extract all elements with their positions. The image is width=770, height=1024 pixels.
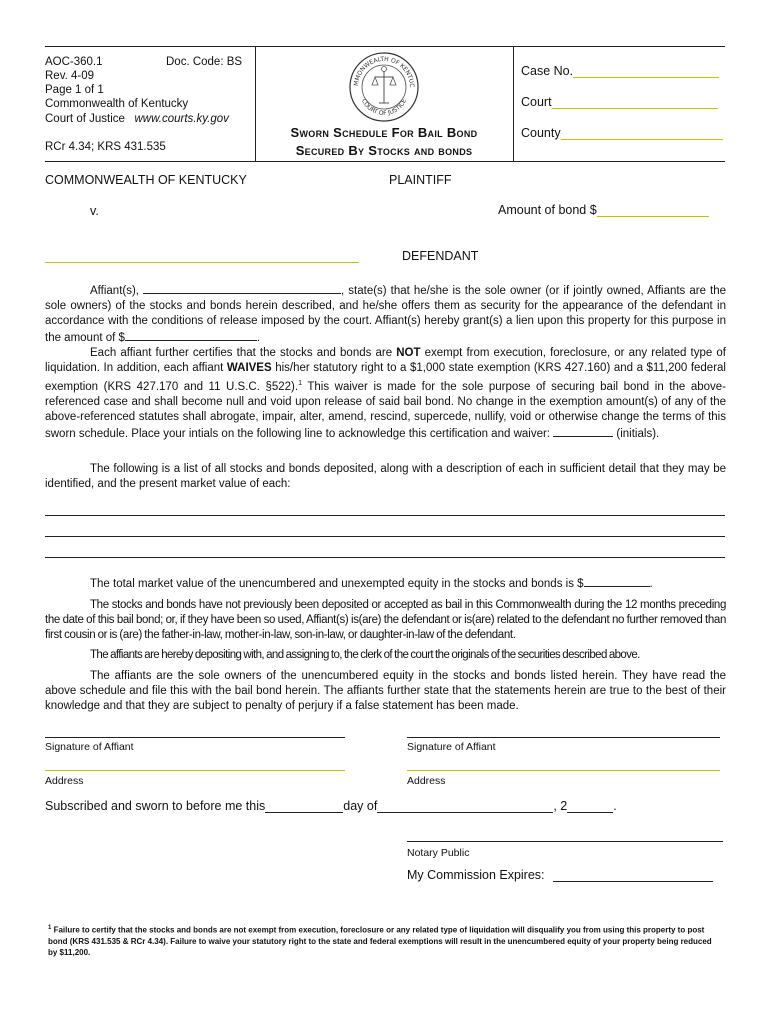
form-id: AOC-360.1 (45, 56, 103, 68)
commission-expires-field[interactable] (553, 870, 713, 882)
signature-line-left[interactable] (45, 737, 345, 738)
case-no-row (521, 64, 719, 78)
org-name: Commonwealth of Kentucky (45, 98, 189, 110)
svg-text:COURT OF JUSTICE: COURT OF JUSTICE (359, 97, 409, 118)
court-seal (348, 51, 420, 123)
lien-amount-field[interactable] (125, 329, 257, 341)
footnote-ref: 1 (298, 380, 302, 387)
header-top-rule (45, 46, 725, 47)
address-label-left: Address (45, 775, 84, 787)
address-line-left[interactable] (45, 770, 345, 771)
page-count: Page 1 of 1 (45, 84, 104, 96)
stock-list-line-3[interactable] (45, 557, 725, 558)
revision: Rev. 4-09 (45, 70, 95, 82)
court-label: Court (521, 95, 552, 109)
paragraph-depositing: The affiants are hereby depositing with, and assigning to, the clerk of the court the originals of the securities described above. (90, 649, 640, 661)
header-bottom-rule (45, 161, 725, 162)
rules-reference: RCr 4.34; KRS 431.535 (45, 141, 166, 153)
footnote (48, 923, 718, 958)
waives-emphasis: WAIVES (226, 362, 272, 374)
court-of-justice-line (45, 112, 229, 126)
doc-code: Doc. Code: BS (166, 56, 243, 68)
form-title-line1: Sworn Schedule For Bail Bond (290, 125, 478, 140)
court-field[interactable] (552, 97, 718, 109)
county-label: County (521, 126, 561, 140)
footnote-text: Failure to certify that the stocks and bonds are not exempt from execution, foreclosure or any related type of liquidation will disqualify you from using this property to post bond (KRS 431.535 & RCr 4.34). Failure to waive your statutory right to the state and federal exemptions will result in the unencumbered equity of your property being reduced by $11,200. (48, 925, 712, 957)
sworn-day-field[interactable] (265, 801, 343, 813)
sworn-year-field[interactable] (567, 801, 613, 813)
stock-list-line-2[interactable] (45, 536, 725, 537)
affiant-names-field[interactable] (143, 282, 341, 294)
website-link[interactable]: www.courts.ky.gov (134, 113, 229, 125)
paragraph-stock-list-intro: The following is a list of all stocks and bonds deposited, along with a description of each in sufficient detail that they may be identified, and the present market value of each: (45, 463, 726, 490)
county-row (521, 126, 723, 140)
sworn-row: Subscribed and sworn to before me this day of , 2 . (45, 799, 617, 813)
commission-label: My Commission Expires: (407, 868, 545, 882)
footnote-mark: 1 (48, 925, 52, 931)
signature-line-right[interactable] (407, 737, 720, 738)
sworn-month-field[interactable] (377, 801, 553, 813)
commission-row (407, 868, 713, 882)
initials-field[interactable] (553, 425, 613, 437)
header-divider-left (255, 46, 256, 161)
amount-of-bond-label: Amount of bond $ (498, 203, 597, 217)
court-of-justice: Court of Justice (45, 113, 125, 125)
signature-label-left: Signature of Affiant (45, 741, 134, 753)
case-no-field[interactable] (573, 66, 719, 78)
signature-label-right: Signature of Affiant (407, 741, 496, 753)
court-row (521, 95, 718, 109)
paragraph-exemption-waiver: Each affiant further certifies that the stocks and bonds are NOT exempt from execution, foreclosure, or any related type of liquidation. In addition, each affiant WAIVES his/her statutory right to a $1,000 state exemption (KRS 427.160) and a $11,200 federal exemption (KRS 427.170 and 11 U.S.C. §522).$^1$ This waiver is made for the sole purpose of securing bail bond in the above-referenced case and shall become null and void upon release of said bail bond. No change in the exemption amount(s) of any of the above-referenced statutes shall abrogate, impair, alter, amend, rescind, supercede, nullify, void or otherwise change the terms of this sworn schedule. Place your intials on the following line to acknowledge this certification and waiver: (initials). (45, 347, 726, 440)
address-label-right: Address (407, 775, 446, 787)
notary-label: Notary Public (407, 847, 470, 859)
caption-plaintiff: PLAINTIFF (389, 173, 452, 187)
amount-of-bond-field[interactable] (597, 205, 709, 217)
form-title-line2: Secured By Stocks and bonds (295, 143, 473, 158)
case-no-label: Case No. (521, 64, 574, 78)
paragraph-affiant-ownership: Affiant(s), , state(s) that he/she is the sole owner (or if jointly owned, Affiants are the sole owners) of the stocks and bonds herein described, and he/she offers them as security for the appearance of the defendant in accordance with the conditions of release imposed by the court. Affiant(s) hereby grant(s) a lien upon this property for this purpose in the amount of $ . (45, 282, 726, 346)
caption-versus: v. (90, 204, 99, 218)
amount-of-bond-row (498, 203, 709, 217)
notary-signature-line[interactable] (407, 841, 723, 842)
seal-icon (348, 51, 420, 123)
not-emphasis: NOT (396, 347, 421, 359)
paragraph-previous-deposit: The stocks and bonds have not previously been deposited or accepted as bail in this Commonwealth during the 12 months preceding the date of this bail bond; or, if they have been so used, Affiant(s) is(are) the defendant or is(are) related to the defendant no further removed than first cousin or is (are) the father-in-law, mother-in-law, son-in-law, or daughter-in-law of the defendant. (45, 599, 726, 641)
defendant-name-field[interactable] (45, 250, 359, 263)
header-divider-right (513, 46, 514, 161)
county-field[interactable] (561, 128, 723, 140)
paragraph-total-value: The total market value of the unencumbered and unexempted equity in the stocks and bonds is $ . (45, 575, 726, 592)
stock-list-line-1[interactable] (45, 515, 725, 516)
svg-text:COMMONWEALTH OF KENTUCKY: MMONWEALTH OF KENTUC (352, 55, 416, 88)
address-line-right[interactable] (407, 770, 720, 771)
total-value-field[interactable] (584, 575, 650, 587)
caption-defendant: DEFENDANT (402, 249, 479, 263)
caption-commonwealth: COMMONWEALTH OF KENTUCKY (45, 173, 247, 187)
paragraph-sole-owners: The affiants are the sole owners of the unencumbered equity in the stocks and bonds listed herein. They have read the above schedule and file this with the bail bond herein. The affiants further state that the statements herein are true to the best of their knowledge and that they are subject to penalty of perjury if a false statement has been made. (45, 670, 726, 712)
